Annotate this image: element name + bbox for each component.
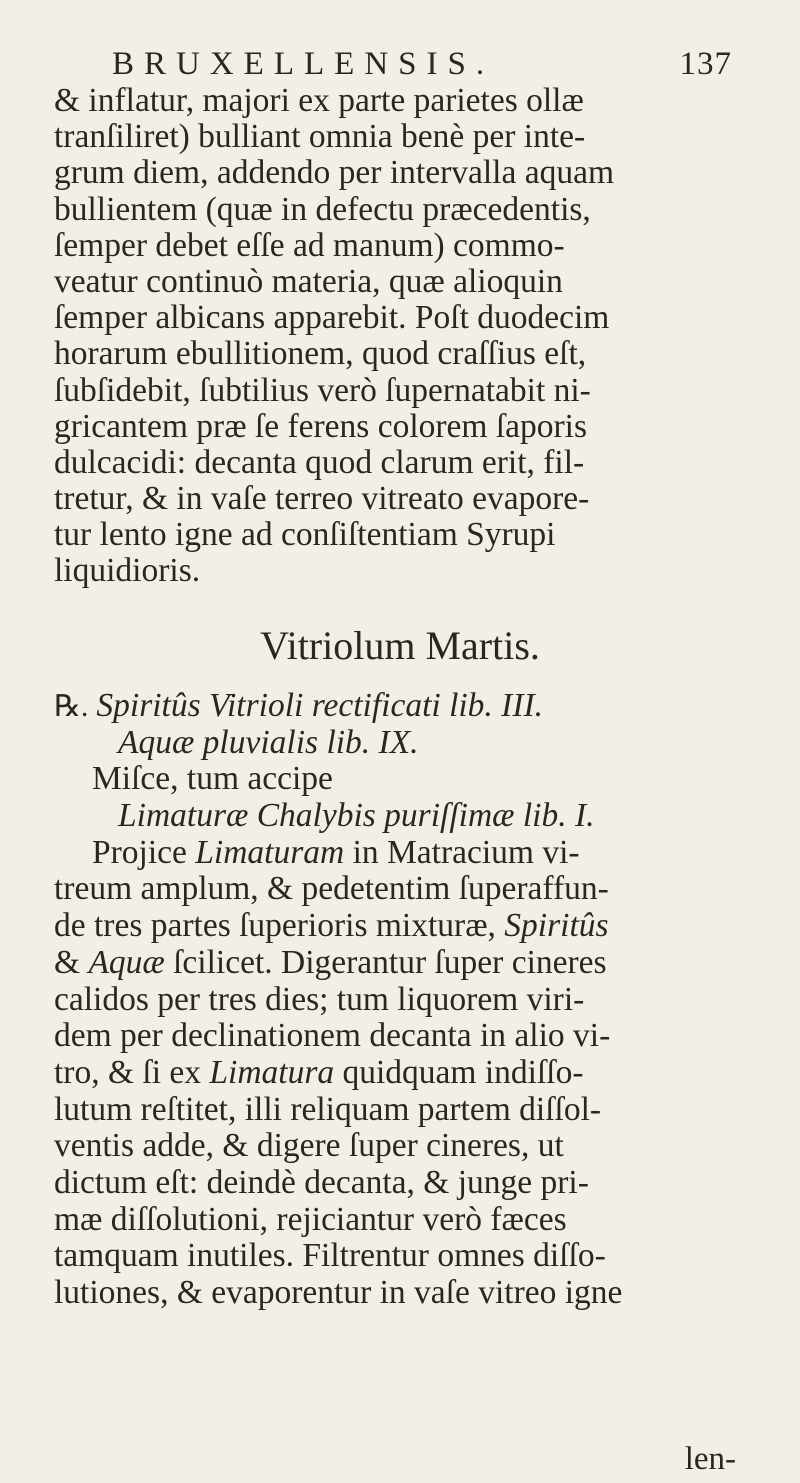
- page-header: [112, 44, 732, 84]
- recipe-line: [54, 835, 734, 872]
- text-line: gricantem præ ſe ferens colorem ſaporis: [54, 408, 588, 445]
- catchword: len-: [684, 1441, 736, 1477]
- section-heading: Vitriolum Martis.: [260, 623, 540, 668]
- recipe-line: Miſce, tum accipe: [92, 761, 333, 798]
- text-line: ſemper debet eſſe ad manum) commo-: [54, 227, 565, 264]
- text-line: ſemper albicans apparebit. Poſt duodecim: [54, 300, 610, 337]
- text-line: tranſiliret) bulliant omnia benè per inte-: [54, 119, 586, 156]
- ingredient: Spiritûs Vitrioli rectificati lib. III.: [96, 688, 544, 724]
- text-line: grum diem, addendo per intervalla aquam: [54, 155, 614, 192]
- text-line: tur lento igne ad conſiſtentiam Syrupi: [54, 517, 556, 554]
- text-line: & inflatur, majori ex parte parietes ollæ: [54, 83, 584, 119]
- text-run: de tres partes ſuperioris mixturæ,: [54, 908, 505, 945]
- text-run: in Matracium vi-: [344, 834, 580, 871]
- recipe-line: mæ diſſolutioni, rejiciantur verò fæces: [54, 1201, 567, 1238]
- recipe-line: lutiones, & evaporentur in vaſe vitreo igne: [54, 1275, 623, 1311]
- text-run: Projice: [92, 834, 196, 871]
- text-line: dulcacidi: decanta quod clarum erit, fil-: [54, 444, 585, 481]
- text-line: horarum ebullitionem, quod craſſius eſt,: [54, 336, 587, 373]
- recipe-line: lutum reſtitet, illi reliquam partem diſſol-: [54, 1091, 602, 1128]
- recipe-symbol: ℞.: [54, 690, 89, 723]
- recipe-line: ventis adde, & digere ſuper cineres, ut: [54, 1128, 564, 1165]
- text-line: ſubſidebit, ſubtilius verò ſupernatabit ni-: [54, 372, 591, 409]
- recipe: [54, 688, 734, 1312]
- text-line: bullientem (quæ in defectu præcedentis,: [54, 191, 591, 228]
- text-run: Limaturam: [195, 834, 345, 871]
- ingredient: Limaturæ Chalybis puriſſimæ lib. I.: [118, 798, 595, 835]
- recipe-line: calidos per tres dies; tum liquorem viri-: [54, 981, 585, 1018]
- ingredient: Aquæ pluvialis lib. IX.: [118, 724, 419, 761]
- opening-paragraph: [54, 83, 734, 590]
- text-line: tretur, & in vaſe terreo vitreato evapore-: [54, 481, 590, 518]
- recipe-line: [54, 725, 734, 762]
- text-run: Spiritûs: [504, 908, 609, 945]
- text-run: quidquam indiſſo-: [334, 1054, 584, 1091]
- text-run: Limatura: [209, 1054, 335, 1091]
- page-number: 137: [679, 46, 732, 82]
- recipe-line: [54, 688, 734, 725]
- recipe-line: [54, 798, 734, 835]
- recipe-line: treum amplum, & pedetentim ſuperaffun-: [54, 871, 609, 908]
- text-line: veatur continuò materia, quæ alioquin: [54, 263, 563, 300]
- recipe-line: [54, 945, 734, 982]
- recipe-line: [54, 908, 734, 945]
- text-run: tro, & ſi ex: [54, 1054, 210, 1091]
- recipe-line: dictum eſt: deindè decanta, & junge pri-: [54, 1164, 589, 1201]
- recipe-line: dem per declinationem decanta in alio vi-: [54, 1018, 611, 1055]
- text-run: Aquæ: [88, 944, 165, 981]
- running-title: BRUXELLENSIS.: [112, 46, 495, 82]
- text-run: &: [54, 944, 89, 981]
- text-run: ſcilicet. Digerantur ſuper cineres: [164, 944, 607, 981]
- recipe-line: tamquam inutiles. Filtrentur omnes diſſo-: [54, 1238, 606, 1275]
- recipe-line: [54, 1055, 734, 1092]
- text-line: liquidioris.: [54, 553, 201, 590]
